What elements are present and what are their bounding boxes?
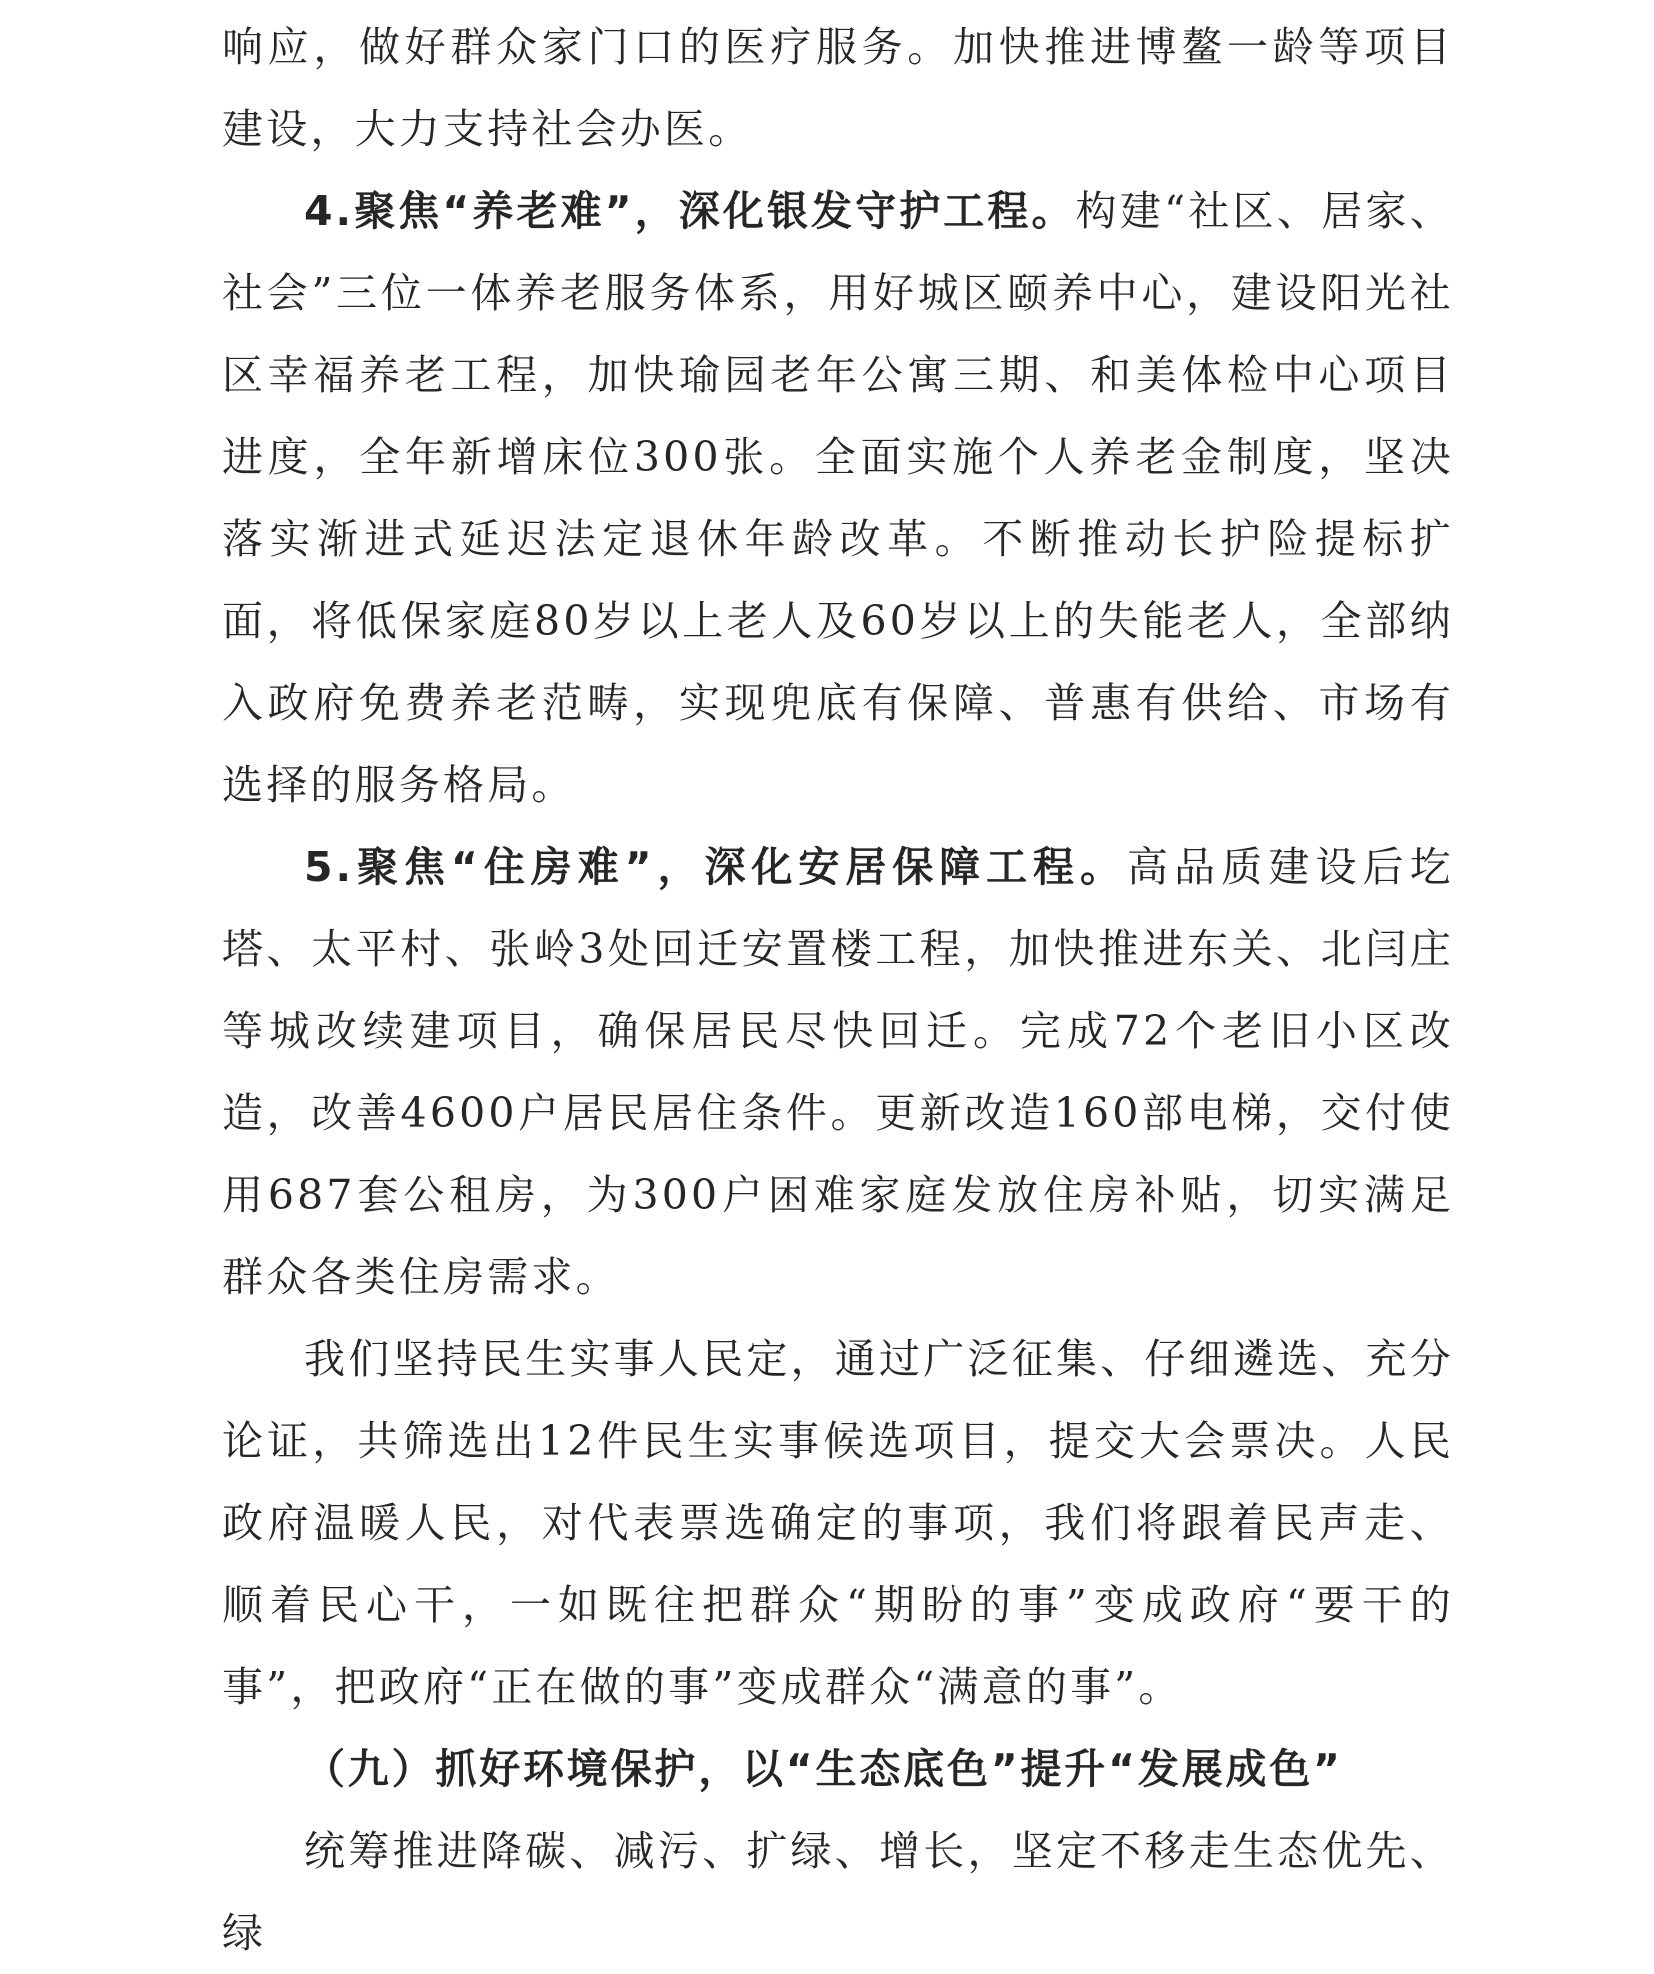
text-column <box>222 6 1454 1974</box>
paragraph-environment: 统筹推进降碳、减污、扩绿、增长，坚定不移走生态优先、绿 <box>222 1827 1454 1957</box>
section-heading-environment: （九）抓好环境保护，以“生态底色”提升“发展成色” <box>304 1745 1343 1793</box>
paragraph-housing-body: 高品质建设后圪塔、太平村、张岭3处回迁安置楼工程，加快推进东关、北闫庄等城改续建项目，确保居民尽快回迁。完成72个老旧小区改造，改善4600户居民居住条件。更新改造160部电梯，交付使用687套公租房，为300户困难家庭发放住房补贴，切实满足群众各类住房需求。 <box>222 843 1455 1301</box>
paragraph-medical-continuation: 响应，做好群众家门口的医疗服务。加快推进博鳌一龄等项目建设，大力支持社会办医。 <box>222 23 1454 153</box>
paragraph-housing <box>222 826 1454 1318</box>
subheading-elderly-care: 4.聚焦“养老难”，深化银发守护工程。 <box>304 187 1076 235</box>
paragraph-livelihood-projects: 我们坚持民生实事人民定，通过广泛征集、仔细遴选、充分论证，共筛选出12件民生实事候选项目，提交大会票决。人民政府温暖人民，对代表票选确定的事项，我们将跟着民声走、顺着民心干，一如既往把群众“期盼的事”变成政府“要干的事”，把政府“正在做的事”变成群众“满意的事”。 <box>222 1335 1454 1711</box>
paragraph-elderly-care <box>222 170 1454 826</box>
subheading-housing: 5.聚焦“住房难”，深化安居保障工程。 <box>304 843 1127 891</box>
paragraph-elderly-care-body: 构建“社区、居家、社会”三位一体养老服务体系，用好城区颐养中心，建设阳光社区幸福养老工程，加快瑜园老年公寓三期、和美体检中心项目进度，全年新增床位300张。全面实施个人养老金制度，坚决落实渐进式延迟法定退休年龄改革。不断推动长护险提标扩面，将低保家庭80岁以上老人及60岁以上的失能老人，全部纳入政府免费养老范畴，实现兜底有保障、普惠有供给、市场有选择的服务格局。 <box>222 187 1454 809</box>
